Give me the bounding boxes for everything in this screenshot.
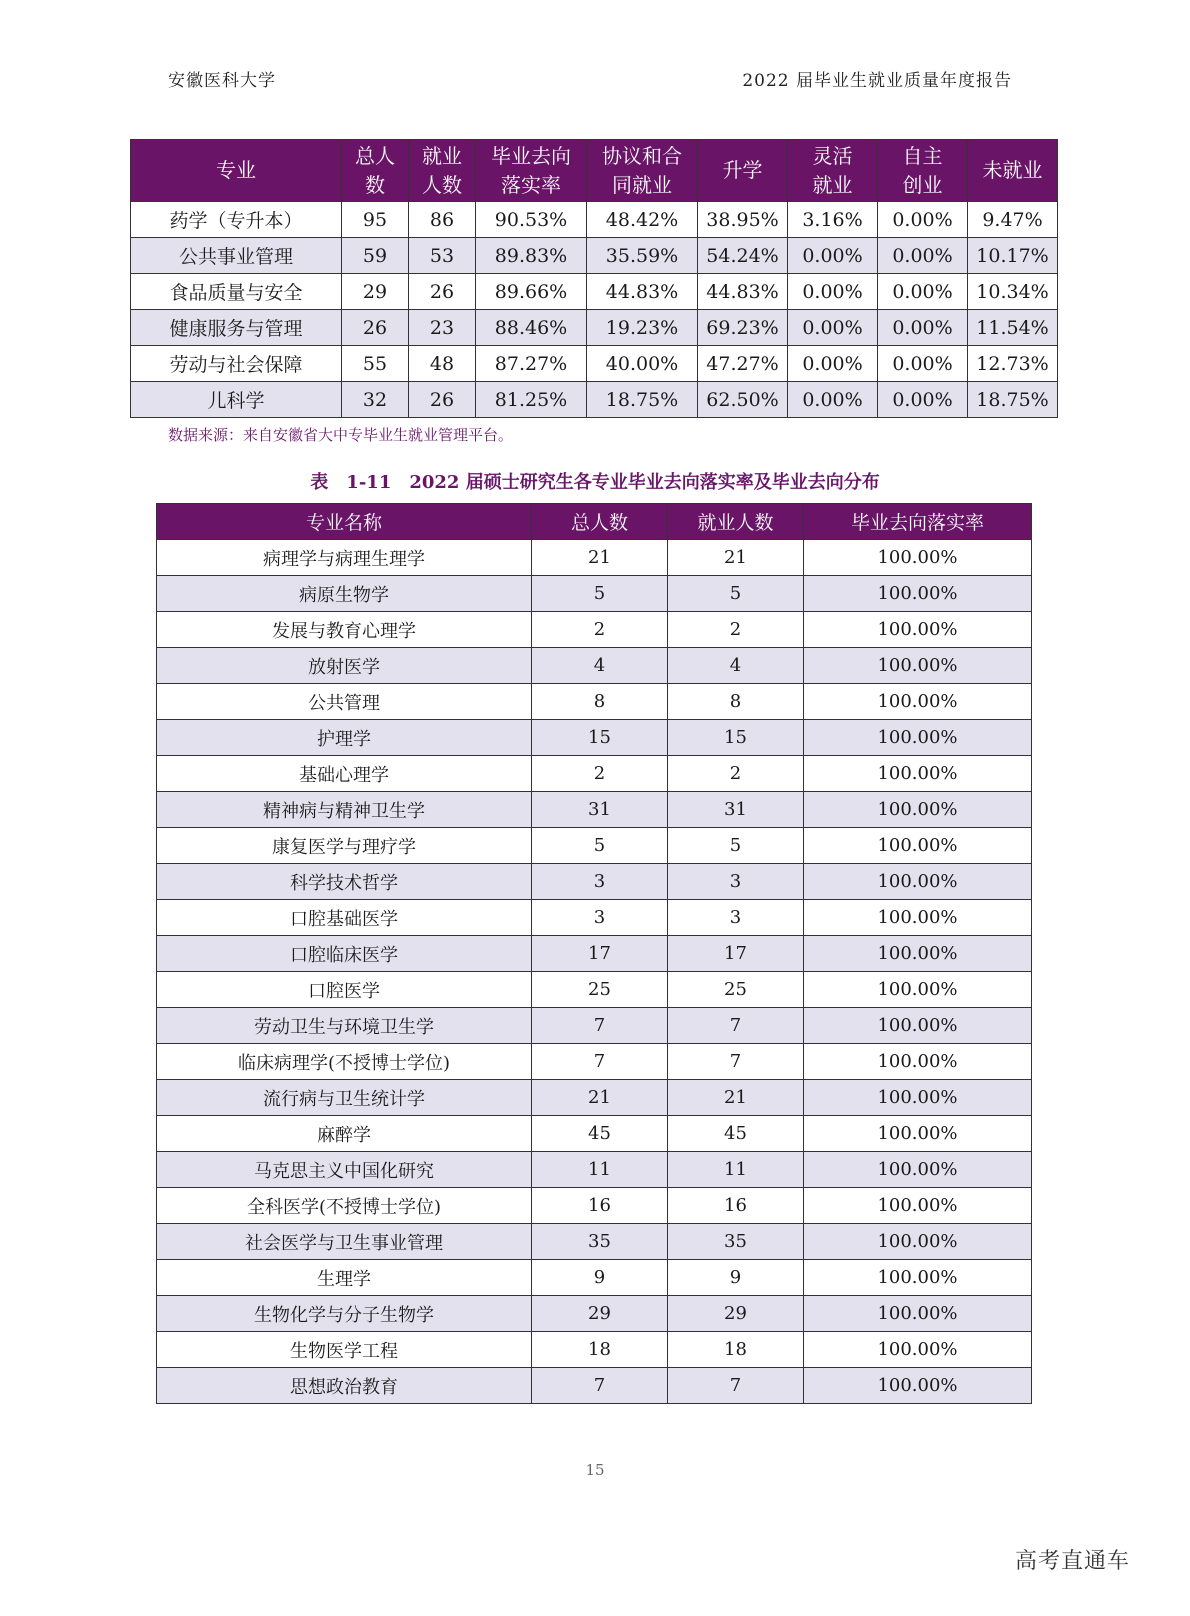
- table-cell: 100.00%: [804, 720, 1032, 756]
- table-cell: 26: [342, 310, 409, 346]
- watermark-text: 高考直通车: [1014, 1549, 1130, 1574]
- table-cell: 3.16%: [788, 202, 878, 238]
- table-cell: 3: [668, 900, 804, 936]
- table-cell: 社会医学与卫生事业管理: [157, 1224, 532, 1260]
- table-cell: 29: [532, 1296, 668, 1332]
- table-row: [157, 1332, 1032, 1368]
- table-cell: 100.00%: [804, 1116, 1032, 1152]
- table-cell: 口腔医学: [157, 972, 532, 1008]
- column-header: 毕业去向 落实率: [476, 140, 587, 202]
- table-cell: 21: [532, 1080, 668, 1116]
- table-cell: 科学技术哲学: [157, 864, 532, 900]
- table-cell: 31: [532, 792, 668, 828]
- table-cell: 25: [668, 972, 804, 1008]
- table-cell: 0.00%: [878, 382, 968, 418]
- table-cell: 10.34%: [968, 274, 1058, 310]
- table-row: [157, 720, 1032, 756]
- table-row: [157, 1188, 1032, 1224]
- table-cell: 7: [668, 1044, 804, 1080]
- table-row: [157, 864, 1032, 900]
- table-row: [157, 684, 1032, 720]
- table-cell: 0.00%: [878, 310, 968, 346]
- table-row: [157, 936, 1032, 972]
- table-cell: 16: [532, 1188, 668, 1224]
- table-cell: 护理学: [157, 720, 532, 756]
- table-caption: 表 1-11 2022 届硕士研究生各专业毕业去向落实率及毕业去向分布: [310, 472, 880, 493]
- table-row: [131, 202, 1058, 238]
- table-row: [157, 1224, 1032, 1260]
- table-cell: 2: [668, 612, 804, 648]
- table-cell: 19.23%: [587, 310, 698, 346]
- table-row: [131, 274, 1058, 310]
- table-cell: 16: [668, 1188, 804, 1224]
- table-cell: 89.83%: [476, 238, 587, 274]
- table-cell: 0.00%: [788, 274, 878, 310]
- table-row: [157, 792, 1032, 828]
- table-cell: 47.27%: [698, 346, 788, 382]
- table-cell: 35.59%: [587, 238, 698, 274]
- table-header-row: [157, 504, 1032, 540]
- table-cell: 53: [409, 238, 476, 274]
- table-cell: 95: [342, 202, 409, 238]
- column-header: 总人数: [532, 504, 668, 540]
- table-row: [157, 540, 1032, 576]
- column-header: 升学: [698, 140, 788, 202]
- table-cell: 2: [532, 756, 668, 792]
- table-cell: 9: [532, 1260, 668, 1296]
- table-cell: 35: [532, 1224, 668, 1260]
- table-row: [157, 1008, 1032, 1044]
- table-row: [157, 756, 1032, 792]
- table-cell: 45: [668, 1116, 804, 1152]
- column-header: 协议和合 同就业: [587, 140, 698, 202]
- table-row: [157, 1296, 1032, 1332]
- table-cell: 7: [532, 1044, 668, 1080]
- table-cell: 0.00%: [878, 346, 968, 382]
- table-cell: 21: [532, 540, 668, 576]
- table-row: [157, 972, 1032, 1008]
- table-cell: 病原生物学: [157, 576, 532, 612]
- table-cell: 0.00%: [788, 310, 878, 346]
- table-cell: 55: [342, 346, 409, 382]
- column-header: 就业人数: [668, 504, 804, 540]
- table-cell: 100.00%: [804, 972, 1032, 1008]
- table-cell: 31: [668, 792, 804, 828]
- table-cell: 8: [668, 684, 804, 720]
- table-cell: 临床病理学(不授博士学位): [157, 1044, 532, 1080]
- table-cell: 全科医学(不授博士学位): [157, 1188, 532, 1224]
- table-cell: 9: [668, 1260, 804, 1296]
- table-cell: 100.00%: [804, 1224, 1032, 1260]
- table-cell: 26: [409, 382, 476, 418]
- table-cell: 公共事业管理: [131, 238, 342, 274]
- table-row: [131, 238, 1058, 274]
- table-cell: 0.00%: [878, 274, 968, 310]
- table-cell: 40.00%: [587, 346, 698, 382]
- table-cell: 48: [409, 346, 476, 382]
- table-cell: 4: [532, 648, 668, 684]
- table-row: [157, 648, 1032, 684]
- table-cell: 11: [668, 1152, 804, 1188]
- table-cell: 0.00%: [788, 382, 878, 418]
- table-cell: 0.00%: [878, 202, 968, 238]
- table-cell: 0.00%: [788, 346, 878, 382]
- table-cell: 生物化学与分子生物学: [157, 1296, 532, 1332]
- table-cell: 100.00%: [804, 864, 1032, 900]
- table-cell: 69.23%: [698, 310, 788, 346]
- table-cell: 0.00%: [878, 238, 968, 274]
- table-cell: 17: [668, 936, 804, 972]
- table-cell: 10.17%: [968, 238, 1058, 274]
- table-cell: 18.75%: [968, 382, 1058, 418]
- table-cell: 100.00%: [804, 684, 1032, 720]
- table-cell: 食品质量与安全: [131, 274, 342, 310]
- table-cell: 2: [668, 756, 804, 792]
- table-cell: 儿科学: [131, 382, 342, 418]
- table-cell: 89.66%: [476, 274, 587, 310]
- table-cell: 精神病与精神卫生学: [157, 792, 532, 828]
- table-cell: 100.00%: [804, 828, 1032, 864]
- table-cell: 29: [342, 274, 409, 310]
- table-cell: 100.00%: [804, 1260, 1032, 1296]
- table-cell: 口腔临床医学: [157, 936, 532, 972]
- table-cell: 发展与教育心理学: [157, 612, 532, 648]
- table-cell: 100.00%: [804, 1332, 1032, 1368]
- table-cell: 3: [668, 864, 804, 900]
- table-cell: 88.46%: [476, 310, 587, 346]
- table-cell: 劳动卫生与环境卫生学: [157, 1008, 532, 1044]
- column-header: 毕业去向落实率: [804, 504, 1032, 540]
- table-cell: 21: [668, 1080, 804, 1116]
- table-cell: 18: [532, 1332, 668, 1368]
- table-cell: 药学（专升本）: [131, 202, 342, 238]
- table-cell: 15: [668, 720, 804, 756]
- table-cell: 100.00%: [804, 792, 1032, 828]
- table-row: [131, 382, 1058, 418]
- table-cell: 81.25%: [476, 382, 587, 418]
- table-cell: 48.42%: [587, 202, 698, 238]
- table-cell: 23: [409, 310, 476, 346]
- table-cell: 8: [532, 684, 668, 720]
- table-cell: 思想政治教育: [157, 1368, 532, 1404]
- table-cell: 5: [532, 576, 668, 612]
- table-cell: 生物医学工程: [157, 1332, 532, 1368]
- table-cell: 康复医学与理疗学: [157, 828, 532, 864]
- table-cell: 25: [532, 972, 668, 1008]
- table-cell: 100.00%: [804, 1296, 1032, 1332]
- table-cell: 7: [668, 1368, 804, 1404]
- table-cell: 90.53%: [476, 202, 587, 238]
- column-header: 灵活 就业: [788, 140, 878, 202]
- table-cell: 86: [409, 202, 476, 238]
- table-cell: 17: [532, 936, 668, 972]
- column-header: 专业名称: [157, 504, 532, 540]
- table-cell: 100.00%: [804, 576, 1032, 612]
- table-row: [157, 1368, 1032, 1404]
- table-cell: 100.00%: [804, 1368, 1032, 1404]
- table-cell: 放射医学: [157, 648, 532, 684]
- table-cell: 0.00%: [788, 238, 878, 274]
- table-cell: 45: [532, 1116, 668, 1152]
- table-cell: 3: [532, 900, 668, 936]
- table-cell: 59: [342, 238, 409, 274]
- table-cell: 健康服务与管理: [131, 310, 342, 346]
- data-source-note: 数据来源：来自安徽省大中专毕业生就业管理平台。: [168, 426, 514, 444]
- table-cell: 7: [532, 1368, 668, 1404]
- page-number: 15: [585, 1461, 605, 1479]
- table-cell: 7: [532, 1008, 668, 1044]
- table-row: [131, 310, 1058, 346]
- table-cell: 18.75%: [587, 382, 698, 418]
- table-cell: 21: [668, 540, 804, 576]
- table-cell: 5: [668, 828, 804, 864]
- table-cell: 100.00%: [804, 936, 1032, 972]
- table-cell: 3: [532, 864, 668, 900]
- table-cell: 100.00%: [804, 1152, 1032, 1188]
- table-cell: 口腔基础医学: [157, 900, 532, 936]
- table-cell: 32: [342, 382, 409, 418]
- table-cell: 100.00%: [804, 1188, 1032, 1224]
- table-row: [157, 576, 1032, 612]
- table-cell: 100.00%: [804, 648, 1032, 684]
- column-header: 专业: [131, 140, 342, 202]
- table-cell: 100.00%: [804, 900, 1032, 936]
- table-cell: 流行病与卫生统计学: [157, 1080, 532, 1116]
- header-report-title: 2022 届毕业生就业质量年度报告: [742, 71, 1012, 91]
- table-cell: 麻醉学: [157, 1116, 532, 1152]
- table-row: [157, 828, 1032, 864]
- table-cell: 生理学: [157, 1260, 532, 1296]
- table-cell: 4: [668, 648, 804, 684]
- table-cell: 44.83%: [587, 274, 698, 310]
- column-header: 未就业: [968, 140, 1058, 202]
- table-cell: 100.00%: [804, 612, 1032, 648]
- column-header: 就业 人数: [409, 140, 476, 202]
- header-school-name: 安徽医科大学: [168, 71, 276, 91]
- table-cell: 9.47%: [968, 202, 1058, 238]
- table-cell: 44.83%: [698, 274, 788, 310]
- table-cell: 87.27%: [476, 346, 587, 382]
- column-header: 自主 创业: [878, 140, 968, 202]
- table-cell: 100.00%: [804, 1080, 1032, 1116]
- table-cell: 劳动与社会保障: [131, 346, 342, 382]
- table-cell: 12.73%: [968, 346, 1058, 382]
- table-cell: 100.00%: [804, 1044, 1032, 1080]
- table-cell: 15: [532, 720, 668, 756]
- table-row: [157, 1080, 1032, 1116]
- table-cell: 11.54%: [968, 310, 1058, 346]
- table-cell: 2: [532, 612, 668, 648]
- table-row: [157, 900, 1032, 936]
- table-row: [157, 1116, 1032, 1152]
- table-cell: 5: [668, 576, 804, 612]
- master-major-table: [156, 503, 1032, 1404]
- table-row: [157, 1044, 1032, 1080]
- table-cell: 100.00%: [804, 756, 1032, 792]
- table-cell: 马克思主义中国化研究: [157, 1152, 532, 1188]
- table-cell: 5: [532, 828, 668, 864]
- table-cell: 35: [668, 1224, 804, 1260]
- table-cell: 38.95%: [698, 202, 788, 238]
- table-cell: 100.00%: [804, 1008, 1032, 1044]
- table-cell: 病理学与病理生理学: [157, 540, 532, 576]
- table-cell: 29: [668, 1296, 804, 1332]
- undergrad-major-table: [130, 139, 1058, 418]
- table-cell: 62.50%: [698, 382, 788, 418]
- table-cell: 7: [668, 1008, 804, 1044]
- column-header: 总人 数: [342, 140, 409, 202]
- table-row: [157, 612, 1032, 648]
- table-cell: 54.24%: [698, 238, 788, 274]
- table-row: [157, 1152, 1032, 1188]
- table-row: [131, 346, 1058, 382]
- table-cell: 100.00%: [804, 540, 1032, 576]
- table-cell: 基础心理学: [157, 756, 532, 792]
- table-cell: 公共管理: [157, 684, 532, 720]
- table-header-row: [131, 140, 1058, 202]
- table-cell: 11: [532, 1152, 668, 1188]
- table-cell: 18: [668, 1332, 804, 1368]
- table-cell: 26: [409, 274, 476, 310]
- table-row: [157, 1260, 1032, 1296]
